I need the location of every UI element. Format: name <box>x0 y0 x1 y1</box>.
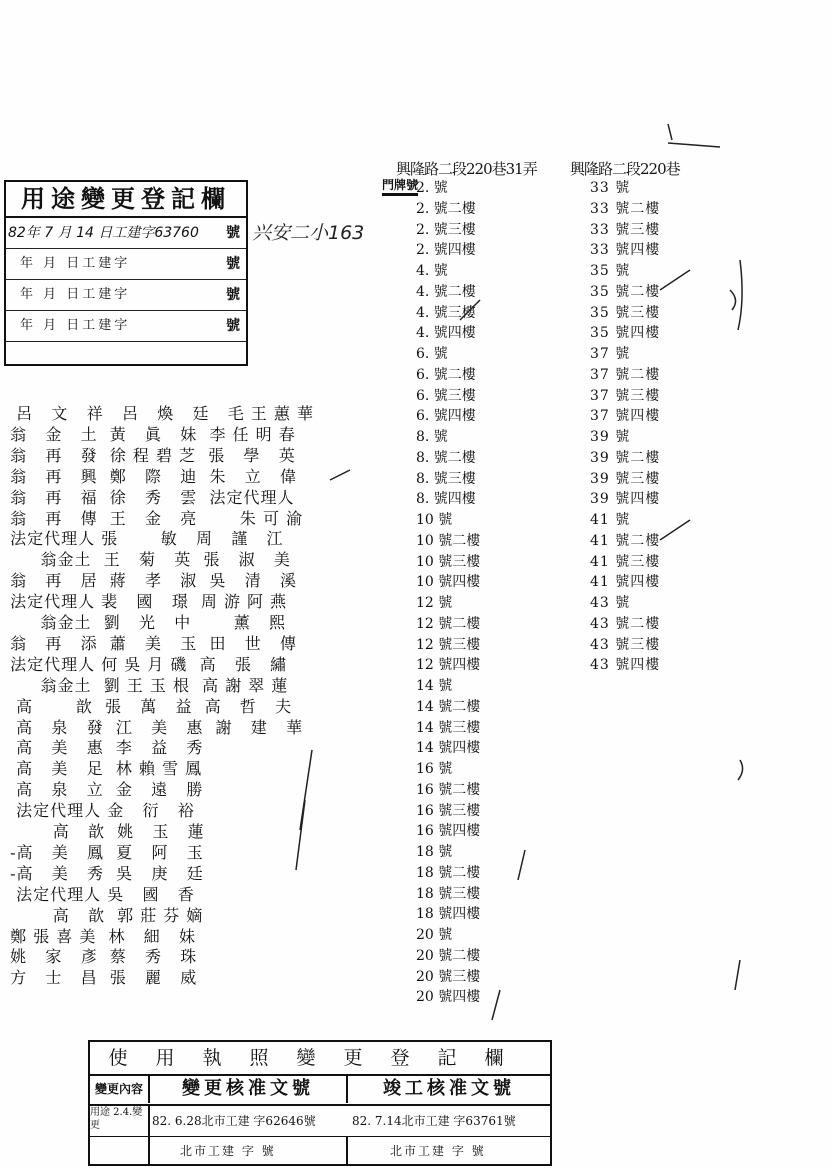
address-stamp: 門牌號 <box>382 176 418 196</box>
address-entry-a: 12 號三樓 <box>416 636 481 653</box>
address-entry-a: 4. 號二樓 <box>416 283 476 300</box>
address-entry-b: 37 號 <box>590 346 631 362</box>
owner-line: -高 美 鳳 夏 阿 玉 <box>4 842 204 862</box>
owner-line: 法定代理人 吳 國 香 <box>4 884 195 904</box>
address-entry-a: 8. 號二樓 <box>416 449 476 466</box>
address-entry-a: 20 號三樓 <box>416 968 481 985</box>
address-entry-a: 2. 號 <box>416 180 448 196</box>
address-entry-a: 2. 號三樓 <box>416 221 476 238</box>
address-entry-a: 18 號 <box>416 844 453 860</box>
address-entry-b: 35 號 <box>590 263 631 279</box>
usage-table-title: 使用執照變更登記欄 <box>90 1042 550 1076</box>
owner-line: 姚 家 彥 蔡 秀 珠 <box>4 947 198 967</box>
address-entry-a: 6. 號四樓 <box>416 408 476 425</box>
header-change-content: 變更內容 <box>90 1075 150 1103</box>
address-entry-a: 20 號二樓 <box>416 947 481 964</box>
owner-line: 法定代理人 裴 國 璟 周 游 阿 燕 <box>4 592 288 612</box>
address-entry-b: 35 號三樓 <box>590 304 661 321</box>
owner-line: 高 美 足 林 賴 雪 鳳 <box>4 759 203 779</box>
address-entry-b: 41 號 <box>590 512 631 528</box>
owner-line: 法定代理人 何 吳 月 磯 高 張 繡 <box>4 654 288 674</box>
address-entry-a: 10 號二樓 <box>416 532 481 549</box>
owner-line: 翁 再 傳 王 金 亮 朱 可 渝 <box>4 508 304 528</box>
row2-approval-cell: 北市工建 字 號 <box>180 1144 276 1158</box>
owner-line: -高 美 秀 吳 庚 廷 <box>4 863 204 883</box>
owner-line: 方 士 昌 張 麗 威 <box>4 968 198 988</box>
owner-line: 翁 再 居 蔣 孝 淑 吳 清 溪 <box>4 571 297 591</box>
address-entry-b: 41 號四樓 <box>590 574 661 591</box>
address-entry-b: 39 號三樓 <box>590 470 661 487</box>
address-entry-b: 35 號四樓 <box>590 325 661 342</box>
address-entry-b: 43 號四樓 <box>590 657 661 674</box>
address-entry-a: 14 號四樓 <box>416 740 481 757</box>
address-entry-b: 39 號 <box>590 429 631 445</box>
address-entry-b: 37 號四樓 <box>590 408 661 425</box>
row2-completion-cell: 北市工建 字 號 <box>390 1144 486 1158</box>
registration-row-label: 年 月 日工建字 <box>20 318 131 333</box>
owner-line: 翁金土 劉 王 玉 根 高 謝 翠 蓮 <box>4 675 289 695</box>
owner-line: 高 泉 立 金 遠 勝 <box>4 780 204 800</box>
address-entry-b: 33 號 <box>590 180 631 196</box>
address-entry-a: 8. 號三樓 <box>416 470 476 487</box>
address-entry-a: 14 號三樓 <box>416 719 481 736</box>
header-completion-approval: 竣工核准文號 <box>383 1078 515 1099</box>
address-entry-a: 4. 號四樓 <box>416 325 476 342</box>
address-entry-b: 39 號二樓 <box>590 449 661 466</box>
owner-line: 法定代理人 金 衍 裕 <box>4 801 195 821</box>
address-entry-a: 16 號三樓 <box>416 802 481 819</box>
address-entry-b: 33 號四樓 <box>590 242 661 259</box>
address-entry-a: 18 號三樓 <box>416 885 481 902</box>
street-label-b: 興隆路二段220巷 <box>570 160 680 178</box>
owner-line: 法定代理人 張 敏 周 謹 江 <box>4 529 284 549</box>
header-change-approval: 變更核准文號 <box>150 1075 348 1103</box>
address-entry-a: 18 號四樓 <box>416 906 481 923</box>
owner-line: 高 泉 發 江 美 惠 謝 建 華 <box>4 717 304 737</box>
address-entry-a: 8. 號四樓 <box>416 491 476 508</box>
row1-approval-cell: 82. 6.28北市工建 字62646號 <box>152 1114 316 1128</box>
street-label-a: 興隆路二段220巷31弄 <box>396 160 537 178</box>
address-entry-a: 20 號 <box>416 927 453 943</box>
row1-completion-cell: 82. 7.14北市工建 字63761號 <box>352 1114 516 1128</box>
address-entry-b: 37 號二樓 <box>590 366 661 383</box>
address-entry-a: 14 號 <box>416 678 453 694</box>
address-entry-a: 16 號 <box>416 761 453 777</box>
owner-line: 高 美 惠 李 益 秀 <box>4 738 204 758</box>
address-entry-a: 12 號 <box>416 595 453 611</box>
registration-row-label: 年 月 日工建字 <box>20 287 131 302</box>
owner-line: 高 歆 姚 玉 蓮 <box>4 822 205 841</box>
address-entry-a: 4. 號三樓 <box>416 304 476 321</box>
address-entry-b: 43 號 <box>590 595 631 611</box>
address-entry-a: 6. 號 <box>416 346 448 362</box>
registration-row-label: 82年 7 月 14 日工建字63760 <box>8 225 199 241</box>
owner-line: 高 歆 郭 莊 芬 嫡 <box>4 905 204 925</box>
address-entry-b: 43 號二樓 <box>590 615 661 632</box>
address-entry-b: 43 號三樓 <box>590 636 661 653</box>
owner-line: 翁 再 興 鄭 際 迪 朱 立 偉 <box>4 466 297 486</box>
owner-line: 翁金土 劉 光 中 薰 熙 <box>4 613 287 632</box>
address-entry-b: 39 號四樓 <box>590 491 661 508</box>
owner-line: 翁金土 王 菊 英 張 淑 美 <box>4 550 291 570</box>
address-entry-a: 2. 號二樓 <box>416 200 476 217</box>
address-entry-a: 16 號二樓 <box>416 781 481 798</box>
handwritten-margin-note: 兴安二小163 <box>252 222 365 244</box>
address-entry-b: 41 號三樓 <box>590 553 661 570</box>
registration-row-end: 號 <box>226 225 240 241</box>
owner-line: 翁 再 福 徐 秀 雲 法定代理人 <box>4 487 295 507</box>
owner-line: 呂 文 祥 呂 煥 廷 毛 王 蕙 華 <box>4 404 314 423</box>
address-entry-a: 8. 號 <box>416 429 448 445</box>
address-entry-a: 20 號四樓 <box>416 989 481 1006</box>
owner-line: 翁 再 發 徐 程 碧 芝 張 學 英 <box>4 445 296 465</box>
owner-line: 鄭 張 喜 美 林 細 妹 <box>4 926 197 946</box>
address-entry-a: 14 號二樓 <box>416 698 481 715</box>
address-entry-a: 4. 號 <box>416 263 448 279</box>
address-entry-a: 16 號四樓 <box>416 823 481 840</box>
address-entry-a: 2. 號四樓 <box>416 242 476 259</box>
registration-row-end: 號 <box>226 287 240 303</box>
address-entry-a: 12 號四樓 <box>416 657 481 674</box>
row1-content-cell: 用途 2.4.變更 <box>90 1106 150 1136</box>
owner-line: 高 歆 張 萬 益 高 哲 夫 <box>4 696 293 716</box>
registration-row-label: 年 月 日工建字 <box>20 256 131 271</box>
registration-row-end: 號 <box>226 318 240 334</box>
address-entry-a: 6. 號三樓 <box>416 387 476 404</box>
owner-line: 翁 再 添 蕭 美 玉 田 世 傳 <box>4 633 297 653</box>
address-entry-b: 33 號二樓 <box>590 200 661 217</box>
address-entry-b: 35 號二樓 <box>590 283 661 300</box>
address-entry-a: 18 號二樓 <box>416 864 481 881</box>
registration-row-end: 號 <box>226 256 240 272</box>
address-entry-b: 37 號三樓 <box>590 387 661 404</box>
address-entry-b: 41 號二樓 <box>590 532 661 549</box>
address-entry-a: 6. 號二樓 <box>416 366 476 383</box>
address-entry-a: 10 號 <box>416 512 453 528</box>
address-entry-b: 33 號三樓 <box>590 221 661 238</box>
address-entry-a: 10 號四樓 <box>416 574 481 591</box>
address-entry-a: 12 號二樓 <box>416 615 481 632</box>
owner-line: 翁 金 土 黃 眞 妹 李 任 明 春 <box>4 424 296 444</box>
registration-box-title: 用途變更登記欄 <box>6 182 246 218</box>
address-entry-a: 10 號三樓 <box>416 553 481 570</box>
